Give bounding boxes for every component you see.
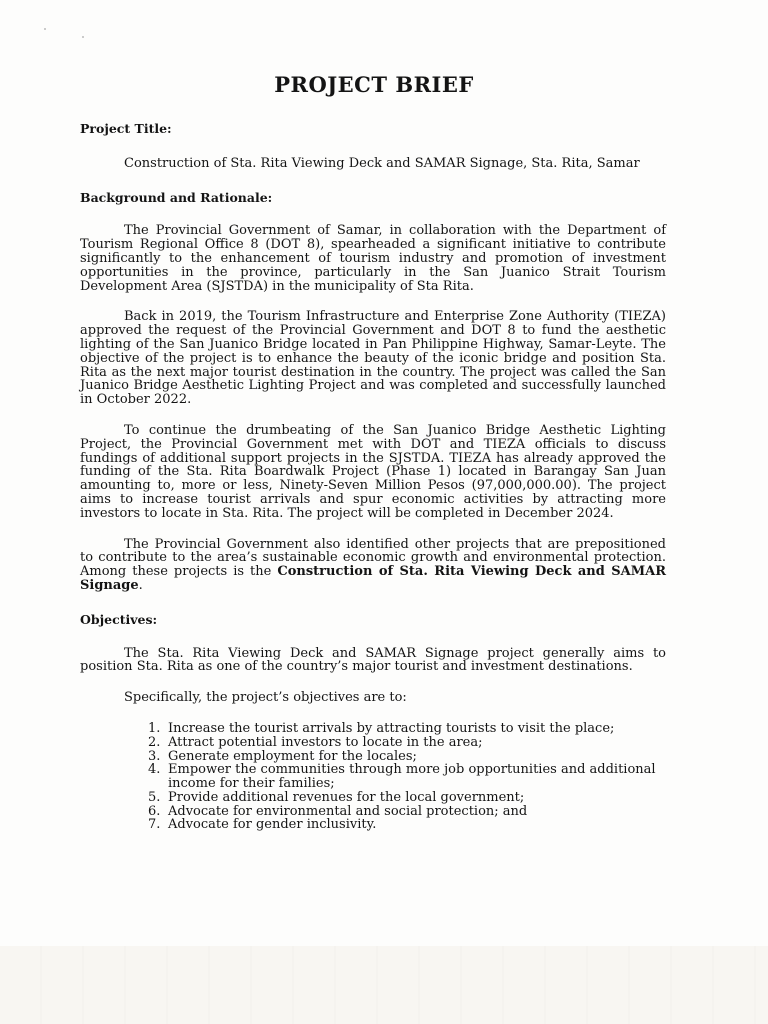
scan-speck bbox=[82, 36, 84, 38]
objectives-heading: Objectives: bbox=[80, 611, 158, 627]
list-item-text: Generate employment for the locales; bbox=[168, 748, 417, 764]
list-item-number: 1. bbox=[148, 720, 161, 736]
list-item bbox=[148, 763, 666, 791]
list-item-text: Advocate for environmental and social protection; and bbox=[168, 803, 528, 819]
background-paragraph-2: Back in 2019, the Tourism Infrastructure and Enterprise Zone Authority (TIEZA) approved the request of the Provincial Government and DOT 8 to fund the aesthetic lighting of the San Juanico Bridge located in Pan Philippine Highway, Samar-Leyte. The objective of the project is to enhance the beauty of the iconic bridge and position Sta. Rita as the next major tourist destination in the country. The project was called the San Juanico Bridge Aesthetic Lighting Project and was completed and successfully launched in October 2022. bbox=[80, 309, 666, 408]
list-item bbox=[148, 736, 666, 750]
background-paragraph-3: To continue the drumbeating of the San Juanico Bridge Aesthetic Lighting Project, the Provincial Government met with DOT and TIEZA officials to discuss fundings of additional support projects in the SJSTDA. TIEZA has already approved the funding of the Sta. Rita Boardwalk Project (Phase 1) located in Barangay San Juan amounting to, more or less, Ninety-Seven Million Pesos (97,000,000.00). The project aims to increase tourist arrivals and spur economic activities by attracting more investors to locate in Sta. Rita. The project will be completed in December 2024. bbox=[80, 422, 666, 521]
list-item-text: Advocate for gender inclusivity. bbox=[168, 817, 377, 833]
background-paragraph-4-text: The Provincial Government also identified other projects that are prepositioned to contribute to the area’s sustainable economic growth and environmental protection. Among these projects is the bbox=[80, 536, 666, 580]
list-item-text: Increase the tourist arrivals by attracting tourists to visit the place; bbox=[168, 720, 615, 736]
project-name-emphasis: Construction of Sta. Rita Viewing Deck and SAMAR Signage bbox=[80, 564, 666, 593]
list-item bbox=[148, 750, 666, 764]
project-title-heading: Project Title: bbox=[80, 121, 172, 136]
background-paragraph-4-end: . bbox=[138, 577, 143, 593]
background-paragraph-4 bbox=[80, 538, 666, 593]
list-item-text: Attract potential investors to locate in the area; bbox=[168, 734, 483, 750]
background-heading: Background and Rationale: bbox=[80, 189, 273, 205]
scan-speck bbox=[44, 28, 46, 30]
list-item bbox=[148, 722, 666, 736]
objectives-list bbox=[80, 722, 666, 832]
list-item bbox=[148, 805, 666, 819]
project-title-text: Construction of Sta. Rita Viewing Deck and SAMAR Signage, Sta. Rita, Samar bbox=[124, 155, 640, 171]
background-paragraph-1: The Provincial Government of Samar, in collaboration with the Department of Tourism Regional Office 8 (DOT 8), spearheaded a significant initiative to contribute significantly to the enhancement of tourism industry and promotion of investment opportunities in the province, particularly in the San Juanico Strait Tourism Development Area (SJSTDA) in the municipality of Sta Rita. bbox=[80, 223, 666, 294]
list-item-number: 7. bbox=[148, 817, 161, 833]
list-item-number: 6. bbox=[148, 803, 161, 819]
list-item-number: 3. bbox=[148, 748, 161, 764]
page-title: PROJECT BRIEF bbox=[274, 72, 474, 97]
list-item bbox=[148, 791, 666, 805]
objectives-intro: The Sta. Rita Viewing Deck and SAMAR Signage project generally aims to position Sta. Rita as one of the country’s major tourist and investment destinations. bbox=[80, 645, 666, 675]
list-item-number: 4. bbox=[148, 762, 161, 778]
list-item-text: Provide additional revenues for the local government; bbox=[168, 789, 525, 805]
scan-paper-texture bbox=[0, 946, 768, 1024]
list-item-number: 2. bbox=[148, 734, 161, 750]
list-item bbox=[148, 818, 666, 832]
list-item-text: Empower the communities through more job opportunities and additional income for their families; bbox=[168, 762, 656, 792]
document-body bbox=[80, 122, 666, 832]
objectives-specific-intro: Specifically, the project’s objectives are to: bbox=[124, 690, 407, 706]
list-item-number: 5. bbox=[148, 789, 161, 805]
